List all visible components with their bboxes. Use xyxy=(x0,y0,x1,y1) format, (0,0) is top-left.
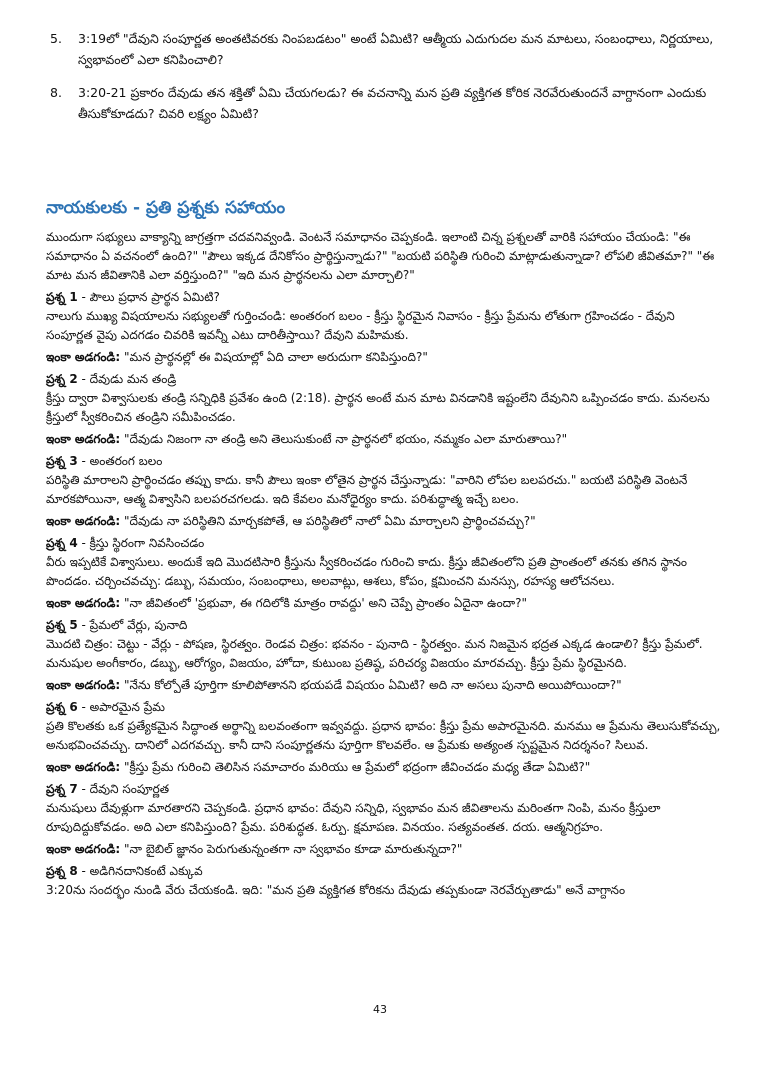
question-number: 8. xyxy=(50,85,62,100)
follow-up-question xyxy=(46,348,722,367)
follow-up-text: "దేవుడు నిజంగా నా తండ్రి అని తెలుసుకుంటే నా ప్రార్థనలో భయం, నమ్మకం ఎలా మారుతాయి?" xyxy=(124,432,568,446)
follow-up-question xyxy=(46,512,722,531)
question-heading xyxy=(46,698,722,717)
question-label: ప్రశ్న 6 xyxy=(46,700,78,714)
question-title: ప్రేమలో వేర్లు, పునాది xyxy=(89,618,188,632)
heading-separator: - xyxy=(77,536,90,550)
follow-up-label: ఇంకా అడగండి: xyxy=(46,432,121,446)
question-title: అంతరంగ బలం xyxy=(89,454,163,468)
follow-up-text: "మన ప్రార్థనల్లో ఈ విషయాల్లో ఏది చాలా అరుదుగా కనిపిస్తుంది?" xyxy=(124,350,428,364)
question-explanation: క్రీస్తు ద్వారా విశ్వాసులకు తండ్రి సన్నిధికి ప్రవేశం ఉంది (2:18). ప్రార్థన అంటే మన మాట వినడానికి ఇష్టంలేని దేవునిని ఒప్పించడం కాదు. మనలను క్రీస్తులో స్వీకరించిన తండ్రిని సమీపించడం. xyxy=(46,391,710,424)
heading-separator: - xyxy=(77,700,90,714)
follow-up-label: ఇంకా అడగండి: xyxy=(46,596,121,610)
question-heading xyxy=(46,288,722,307)
follow-up-question xyxy=(46,676,722,695)
question-explanation: మొదటి చిత్రం: చెట్టు - వేర్లు - పోషణ, స్థిరత్వం. రెండవ చిత్రం: భవనం - పునాది - స్థిరత్వం. మన నిజమైన భద్రత ఎక్కడ ఉండాలి? క్రీస్తు ప్రేమలో. మనుషుల అంగీకారం, డబ్బు, ఆరోగ్యం, విజయం, హోదా, కుటుంబ ప్రతిష్ఠ, పరిచర్య విజయం మారవచ్చు. క్రీస్తు ప్రేమ స్థిరమైనది. xyxy=(46,637,703,670)
page-number: 43 xyxy=(373,1003,387,1016)
question-text: 3:19లో "దేవుని సంపూర్ణత అంతటివరకు నింపబడటం" అంటే ఏమిటి? ఆత్మీయ ఎదుగుదల మన మాటలు, సంబంధాలు, నిర్ణయాలు, స్వభావంలో ఎలా కనిపించాలి? xyxy=(78,31,714,67)
leader-intro-paragraph: ముందుగా సభ్యులు వాక్యాన్ని జాగ్రత్తగా చదవనివ్వండి. వెంటనే సమాధానం చెప్పకండి. ఇలాంటి చిన్న ప్రశ్నలతో వారికి సహాయం చేయండి: "ఈ సమాధానం ఏ వచనంలో ఉంది?" "పౌలు ఇక్కడ దేనికోసం ప్రార్థిస్తున్నాడు?" "బయటి పరిస్థితి గురించి మాట్లాడుతున్నాడా? లోపలి జీవితమా?" "ఈ మాట మన జీవితానికి ఎలా వర్తిస్తుంది?" "ఇది మన ప్రార్థనలను ఎలా మార్చాలి?" xyxy=(46,230,715,282)
follow-up-question xyxy=(46,840,722,859)
question-explanation: నాలుగు ముఖ్య విషయాలను సభ్యులతో గుర్తించండి: అంతరంగ బలం - క్రీస్తు స్థిరమైన నివాసం - క్రీస్తు ప్రేమను లోతుగా గ్రహించడం - దేవుని సంపూర్ణత వైపు ఎదగడం చివరికి ఇవన్నీ ఎటు దారితీస్తాయి? దేవుని మహిమకు. xyxy=(46,309,675,342)
list-item xyxy=(46,82,726,124)
follow-up-text: "క్రీస్తు ప్రేమ గురించి తెలిసిన సమాచారం మరియు ఆ ప్రేమలో భద్రంగా జీవించడం మధ్య తేడా ఏమిటి?" xyxy=(124,760,591,774)
question-heading xyxy=(46,862,722,881)
question-heading xyxy=(46,452,722,471)
follow-up-label: ఇంకా అడగండి: xyxy=(46,842,121,856)
list-item xyxy=(46,28,726,70)
question-explanation: వీరు ఇప్పటికే విశ్వాసులు. అందుకే ఇది మొదటిసారి క్రీస్తును స్వీకరించడం గురించి కాదు. క్రీస్తు జీవితంలోని ప్రతి ప్రాంతంలో తనకు తగిన స్థానం పొందడం. చర్చించవచ్చు: డబ్బు, సమయం, సంబంధాలు, అలవాట్లు, ఆశలు, కోపం, క్షమించని మనస్సు, రహస్య ఆలోచనలు. xyxy=(46,555,687,588)
question-heading xyxy=(46,616,722,635)
question-number: 5. xyxy=(50,31,62,46)
follow-up-question xyxy=(46,430,722,449)
follow-up-label: ఇంకా అడగండి: xyxy=(46,514,121,528)
question-explanation: 3:20ను సందర్భం నుండి వేరు చేయకండి. ఇది: "మన ప్రతి వ్యక్తిగత కోరికను దేవుడు తప్పకుండా నెరవేర్చుతాడు" అనే వాగ్దానం xyxy=(46,883,626,897)
follow-up-text: "నేను కోల్పోతే పూర్తిగా కూలిపోతానని భయపడే విషయం ఏమిటి? అది నా అసలు పునాది అయిపోయిందా?" xyxy=(124,678,622,692)
follow-up-label: ఇంకా అడగండి: xyxy=(46,678,121,692)
question-label: ప్రశ్న 3 xyxy=(46,454,78,468)
question-list xyxy=(46,28,726,136)
heading-separator: - xyxy=(77,454,90,468)
follow-up-question xyxy=(46,594,722,613)
question-heading xyxy=(46,370,722,389)
leader-guide xyxy=(46,228,722,903)
question-explanation: ప్రతి కొలతకు ఒక ప్రత్యేకమైన సిద్ధాంత అర్థాన్ని బలవంతంగా ఇవ్వవద్దు. ప్రధాన భావం: క్రీస్తు ప్రేమ అపారమైనది. మనము ఆ ప్రేమను తెలుసుకోవచ్చు, అనుభవించవచ్చు. దానిలో ఎదగవచ్చు. కానీ దాని సంపూర్ణతను పూర్తిగా కొలవలేం. ఆ ప్రేమకు అత్యంత స్పష్టమైన నిదర్శనం? సిలువ. xyxy=(46,719,721,752)
follow-up-text: "నా జీవితంలో 'ప్రభువా, ఈ గదిలోకి మాత్రం రావద్దు' అని చెప్పే ప్రాంతం ఏదైనా ఉందా?" xyxy=(124,596,528,610)
question-label: ప్రశ్న 2 xyxy=(46,372,78,386)
question-title: దేవుని సంపూర్ణత xyxy=(89,782,170,796)
heading-separator: - xyxy=(77,290,90,304)
heading-separator: - xyxy=(77,864,90,878)
question-heading xyxy=(46,534,722,553)
question-title: దేవుడు మన తండ్రి xyxy=(89,372,177,386)
question-label: ప్రశ్న 4 xyxy=(46,536,78,550)
question-title: అడిగినదానికంటే ఎక్కువ xyxy=(89,864,203,878)
follow-up-label: ఇంకా అడగండి: xyxy=(46,350,121,364)
question-explanation: మనుషులు దేవుళ్లుగా మారతారని చెప్పకండి. ప్రధాన భావం: దేవుని సన్నిధి, స్వభావం మన జీవితాలను మరింతగా నింపి, మనం క్రీస్తులా రూపుదిద్దుకోవడం. అది ఎలా కనిపిస్తుంది? ప్రేమ. పరిశుద్ధత. ఓర్పు. క్షమాపణ. వినయం. సత్యవంతత. దయ. ఆత్మనిగ్రహం. xyxy=(46,801,661,834)
question-explanation: పరిస్థితి మారాలని ప్రార్థించడం తప్పు కాదు. కానీ పౌలు ఇంకా లోతైన ప్రార్థన చేస్తున్నాడు: "వారిని లోపల బలపరచు." బయటి పరిస్థితి వెంటనే మారకపోయినా, ఆత్మ విశ్వాసిని బలపరచగలడు. ఇది కేవలం మనోధైర్యం కాదు. పరిశుద్ధాత్మ ఇచ్చే బలం. xyxy=(46,473,688,506)
question-label: ప్రశ్న 1 xyxy=(46,290,78,304)
question-label: ప్రశ్న 8 xyxy=(46,864,78,878)
question-label: ప్రశ్న 7 xyxy=(46,782,78,796)
question-text: 3:20-21 ప్రకారం దేవుడు తన శక్తితో ఏమి చేయగలడు? ఈ వచనాన్ని మన ప్రతి వ్యక్తిగత కోరిక నెరవేరుతుందనే వాగ్దానంగా ఎందుకు తీసుకోకూడదు? చివరి లక్ష్యం ఏమిటి? xyxy=(78,85,707,121)
question-label: ప్రశ్న 5 xyxy=(46,618,78,632)
section-heading: నాయకులకు - ప్రతి ప్రశ్నకు సహాయం xyxy=(46,198,286,218)
question-title: క్రీస్తు స్థిరంగా నివసించడం xyxy=(89,536,205,550)
question-title: అపారమైన ప్రేమ xyxy=(89,700,165,714)
question-heading xyxy=(46,780,722,799)
follow-up-text: "నా బైబిల్ జ్ఞానం పెరుగుతున్నంతగా నా స్వభావం కూడా మారుతున్నదా?" xyxy=(124,842,463,856)
follow-up-text: "దేవుడు నా పరిస్థితిని మార్చకపోతే, ఆ పరిస్థితిలో నాలో ఏమి మార్చాలని ప్రార్థించవచ్చు?" xyxy=(124,514,536,528)
follow-up-label: ఇంకా అడగండి: xyxy=(46,760,121,774)
question-title: పౌలు ప్రధాన ప్రార్థన ఏమిటి? xyxy=(89,290,220,304)
guide-sections xyxy=(46,288,722,900)
heading-separator: - xyxy=(77,372,90,386)
follow-up-question xyxy=(46,758,722,777)
heading-separator: - xyxy=(77,618,90,632)
heading-separator: - xyxy=(77,782,90,796)
